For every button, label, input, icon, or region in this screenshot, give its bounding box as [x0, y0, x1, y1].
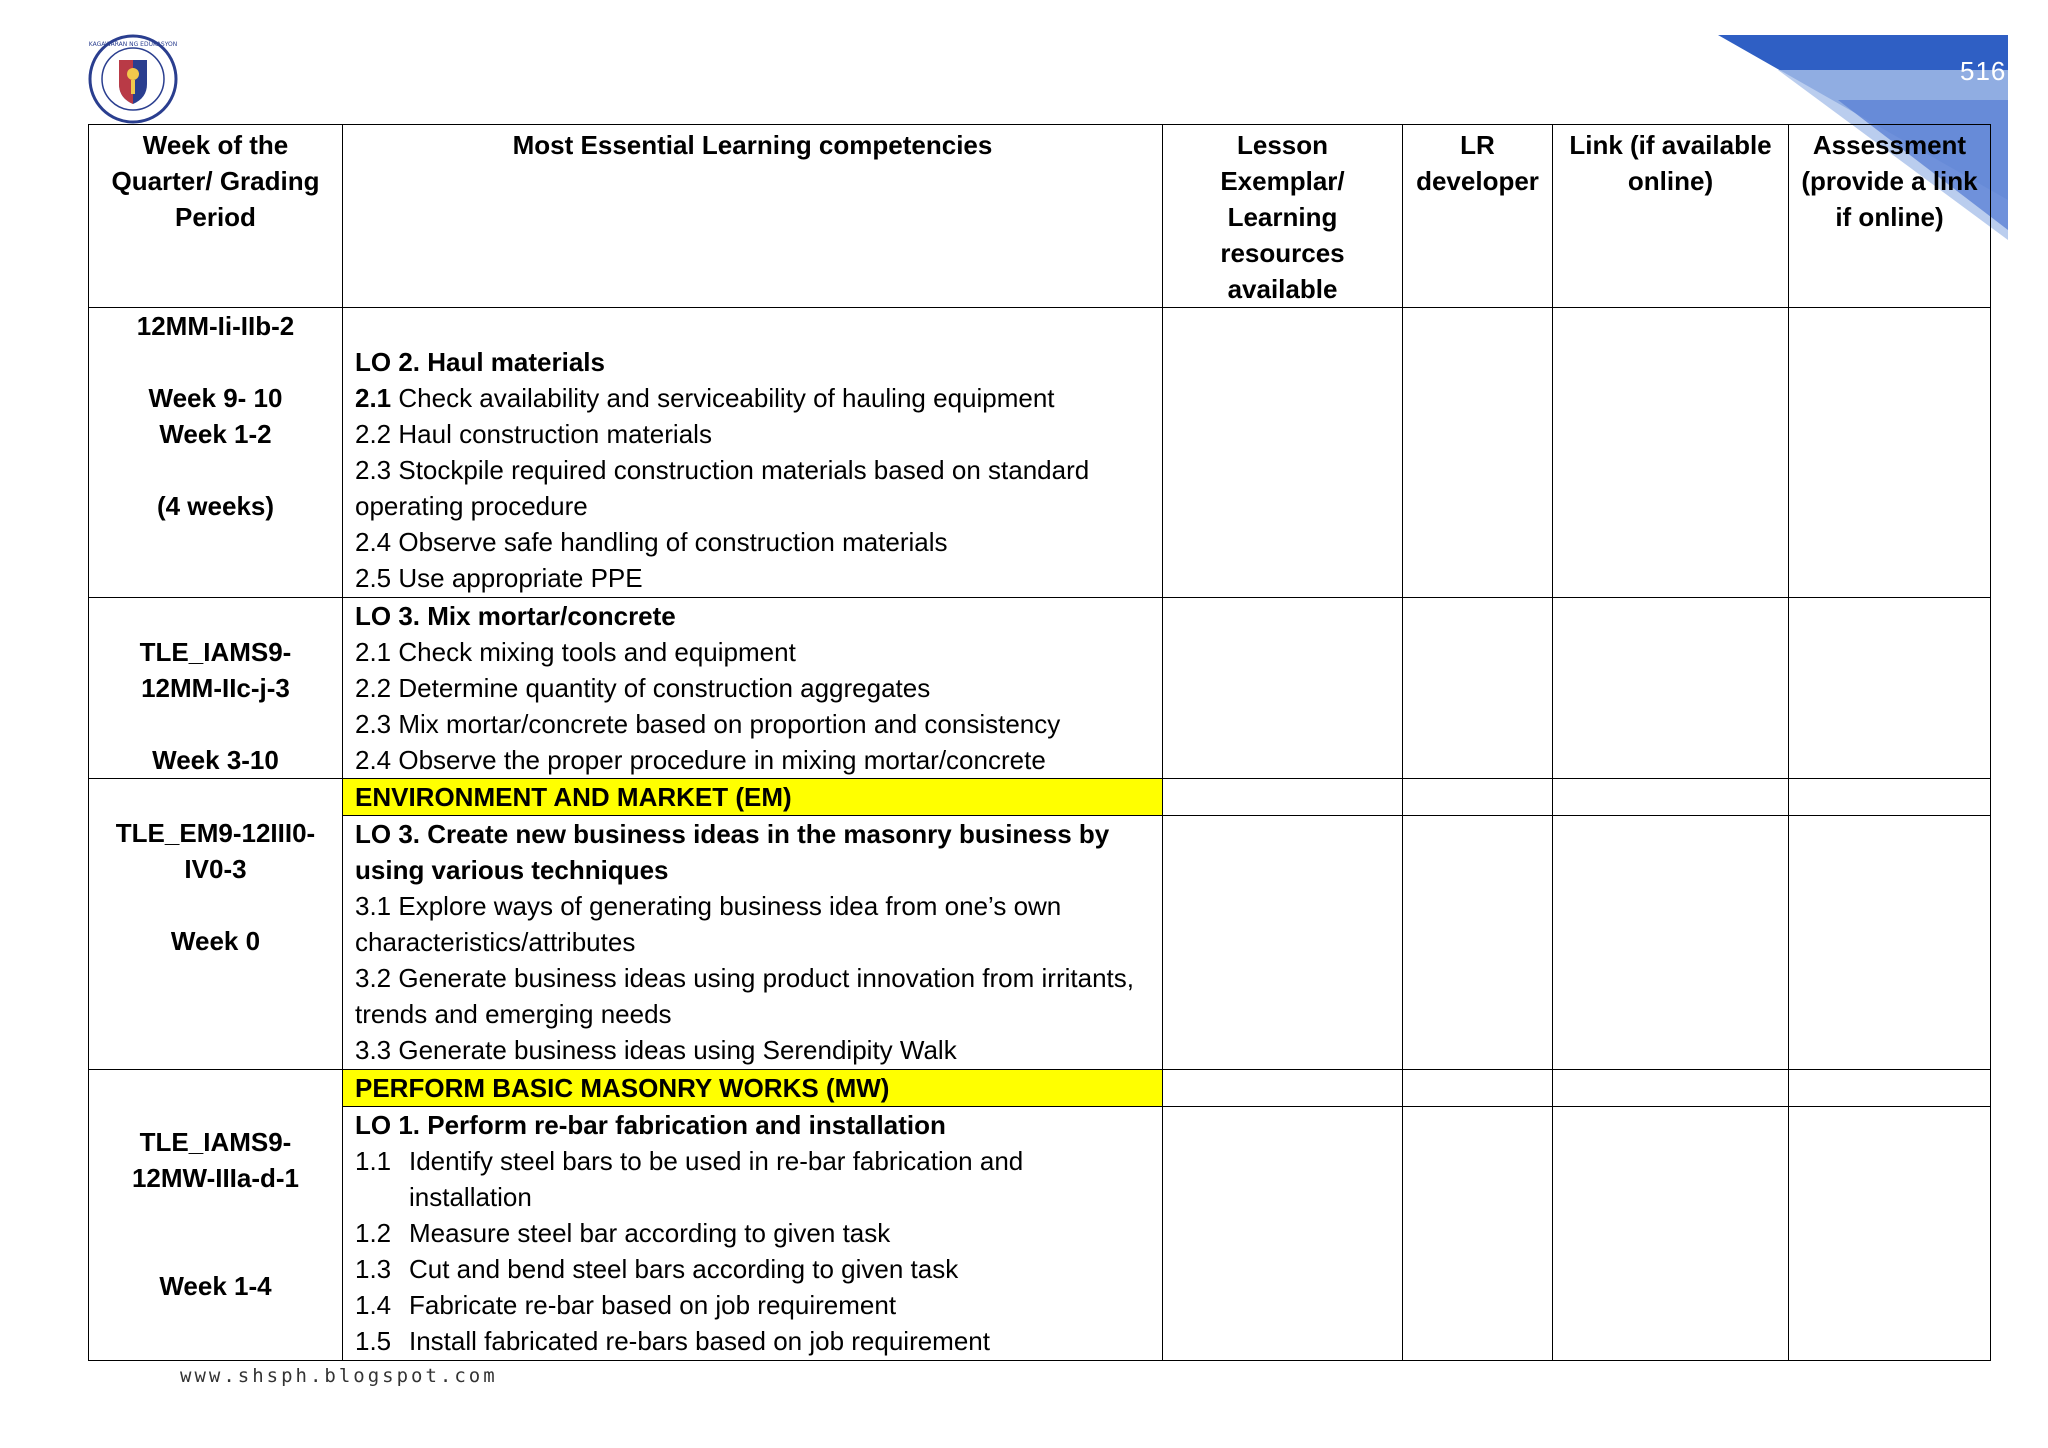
lesson-cell	[1163, 1107, 1403, 1361]
header-lesson: Lesson Exemplar/ Learning resources available	[1163, 125, 1403, 308]
lesson-cell	[1163, 308, 1403, 598]
lr-cell	[1403, 1107, 1553, 1361]
melc-table	[88, 124, 1991, 1361]
lesson-cell	[1163, 598, 1403, 779]
link-cell	[1553, 308, 1789, 598]
competency-item: 3.3 Generate business ideas using Serendipity Walk	[355, 1035, 957, 1065]
footer-url: www.shsph.blogspot.com	[180, 1365, 498, 1387]
link-cell	[1553, 816, 1789, 1070]
section-heading: ENVIRONMENT AND MARKET (EM)	[343, 779, 1163, 816]
lo-title: LO 1. Perform re-bar fabrication and installation	[355, 1110, 946, 1140]
header-lr: LR developer	[1403, 125, 1553, 308]
competency-item: 2.2 Determine quantity of construction aggregates	[355, 673, 931, 703]
deped-seal-logo	[88, 34, 178, 124]
competency-item: 3.1 Explore ways of generating business idea from one’s own characteristics/attributes	[355, 891, 1062, 957]
header-row	[89, 125, 1991, 308]
lo-title: LO 3. Mix mortar/concrete	[355, 601, 676, 631]
week-code-cell: TLE_EM9-12III0- IV0-3 Week 0	[89, 779, 343, 1070]
section-heading: PERFORM BASIC MASONRY WORKS (MW)	[343, 1070, 1163, 1107]
competency-item: 2.1 Check availability and serviceability of hauling equipment	[355, 383, 1055, 413]
competency-item: 2.4 Observe safe handling of construction materials	[355, 527, 948, 557]
competency-item: 1.2 Measure steel bar according to given task	[355, 1218, 891, 1248]
header-melc: Most Essential Learning competencies	[343, 125, 1163, 308]
lr-cell	[1403, 816, 1553, 1070]
page-number: 516	[1960, 56, 2007, 86]
competency-item: 3.2 Generate business ideas using product innovation from irritants, trends and emerging needs	[355, 963, 1134, 1029]
competency-item: 1.3 Cut and bend steel bars according to given task	[355, 1254, 959, 1284]
lr-cell	[1403, 598, 1553, 779]
competency-item: 2.5 Use appropriate PPE	[355, 563, 643, 593]
header-assessment: Assessment (provide a link if online)	[1789, 125, 1991, 308]
competency-item: 2.1 Check mixing tools and equipment	[355, 637, 796, 667]
link-cell	[1553, 1107, 1789, 1361]
competency-cell	[343, 816, 1163, 1070]
week-code-cell: TLE_IAMS9- 12MW-IIIa-d-1 Week 1-4	[89, 1070, 343, 1361]
table-row	[89, 816, 1991, 1070]
competency-item: 2.3 Mix mortar/concrete based on proportion and consistency	[355, 709, 1061, 739]
lesson-cell	[1163, 816, 1403, 1070]
lo-title: LO 2. Haul materials	[355, 347, 605, 377]
header-week: Week of the Quarter/ Grading Period	[89, 125, 343, 308]
header-link: Link (if available online)	[1553, 125, 1789, 308]
competency-item: 1.5 Install fabricated re-bars based on job requirement	[355, 1326, 990, 1356]
competency-item: 1.1 Identify steel bars to be used in re-bar fabrication and installation	[355, 1146, 1024, 1212]
section-row	[89, 1070, 1991, 1107]
svg-text:KAGAWARAN NG EDUKASYON: KAGAWARAN NG EDUKASYON	[88, 41, 178, 48]
competency-cell	[343, 1107, 1163, 1361]
section-row	[89, 779, 1991, 816]
lr-cell	[1403, 308, 1553, 598]
lo-title: LO 3. Create new business ideas in the masonry business by using various techniques	[355, 819, 1110, 885]
competency-cell	[343, 308, 1163, 598]
competency-item: 2.3 Stockpile required construction materials based on standard operating procedure	[355, 455, 1090, 521]
competency-cell	[343, 598, 1163, 779]
week-code-cell: TLE_IAMS9- 12MM-IIc-j-3 Week 3-10	[89, 598, 343, 779]
assessment-cell	[1789, 308, 1991, 598]
table-row	[89, 598, 1991, 779]
table-row	[89, 308, 1991, 598]
table-row	[89, 1107, 1991, 1361]
assessment-cell	[1789, 816, 1991, 1070]
week-code-cell: 12MM-Ii-IIb-2 Week 9- 10 Week 1-2 (4 weeks)	[89, 308, 343, 598]
competency-item: 2.4 Observe the proper procedure in mixing mortar/concrete	[355, 745, 1046, 775]
link-cell	[1553, 598, 1789, 779]
competency-item: 2.2 Haul construction materials	[355, 419, 712, 449]
assessment-cell	[1789, 598, 1991, 779]
competency-item: 1.4 Fabricate re-bar based on job requirement	[355, 1290, 897, 1320]
assessment-cell	[1789, 1107, 1991, 1361]
